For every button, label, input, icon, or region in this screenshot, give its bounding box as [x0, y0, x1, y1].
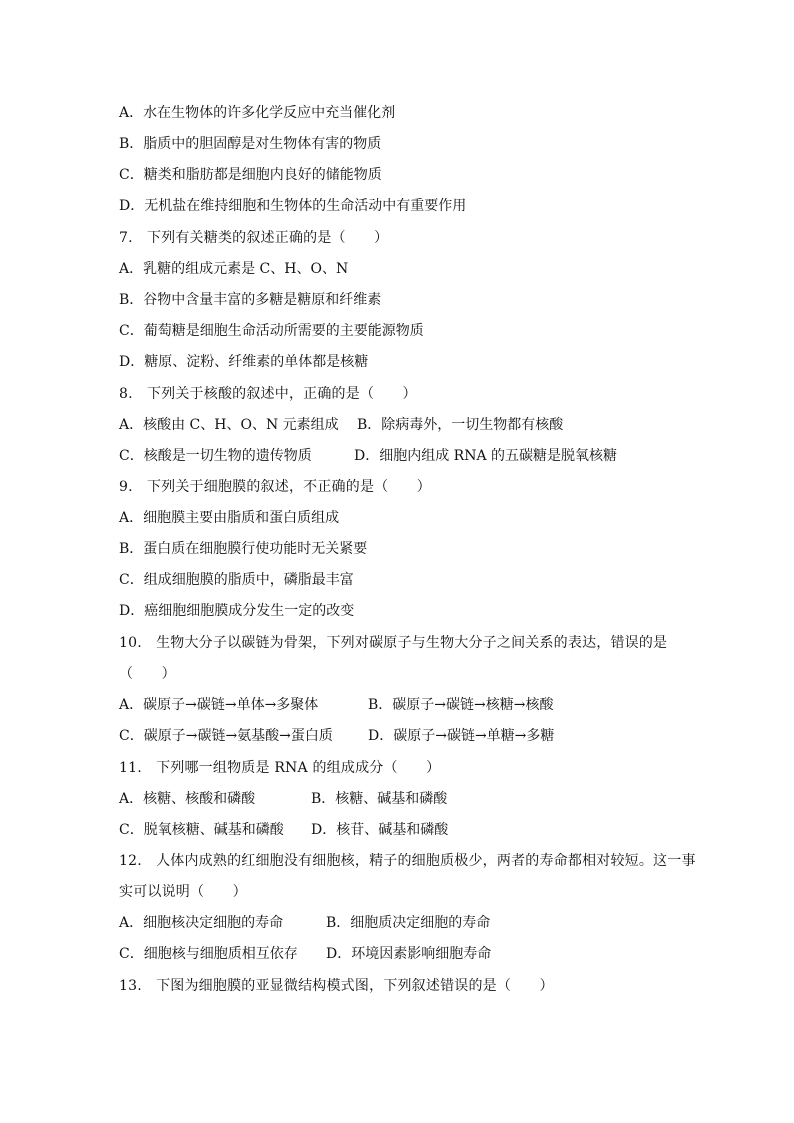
q10-option-d: D．碳原子→碳链→单糖→多糖 [368, 728, 555, 744]
q7-option-b: B．谷物中含量丰富的多糖是糖原和纤维素 [119, 292, 382, 308]
q10-stem: 10. 生物大分子以碳链为骨架，下列对碳原子与生物大分子之间关系的表达，错误的是 [119, 635, 668, 651]
q11-option-b: B．核糖、碱基和磷酸 [311, 791, 448, 807]
q7-option-d: D．糖原、淀粉、纤维素的单体都是核糖 [119, 354, 369, 370]
q11-stem: 11. 下列哪一组物质是 RNA 的组成成分（ ） [119, 760, 441, 776]
q7-stem: 7. 下列有关糖类的叙述正确的是（ ） [119, 230, 389, 246]
q12-option-a: A．细胞核决定细胞的寿命 [119, 915, 284, 931]
q7-option-a: A．乳糖的组成元素是 C、H、O、N [119, 261, 349, 277]
q11-option-d: D．核苷、碱基和磷酸 [311, 822, 449, 838]
q11-option-c: C．脱氧核糖、碱基和磷酸 [119, 822, 284, 838]
q11-option-a: A．核糖、核酸和磷酸 [119, 791, 256, 807]
q6-option-b: B．脂质中的胆固醇是对生物体有害的物质 [119, 136, 382, 152]
q13-stem: 13. 下图为细胞膜的亚显微结构模式图，下列叙述错误的是（ ） [119, 978, 554, 994]
q12-option-b: B．细胞质决定细胞的寿命 [326, 915, 491, 931]
q10-option-a: A．碳原子→碳链→单体→多聚体 [119, 697, 319, 713]
q8-option-d: D．细胞内组成 RNA 的五碳糖是脱氧核糖 [354, 448, 618, 464]
q6-option-d: D．无机盐在维持细胞和生物体的生命活动中有重要作用 [119, 198, 467, 214]
q8-option-b: B．除病毒外，一切生物都有核酸 [357, 417, 564, 433]
q9-option-a: A．细胞膜主要由脂质和蛋白质组成 [119, 510, 340, 526]
q6-option-c: C．糖类和脂肪都是细胞内良好的储能物质 [119, 167, 382, 183]
q12-stem-continued: 实可以说明（ ） [119, 884, 247, 900]
q9-option-b: B．蛋白质在细胞膜行使功能时无关紧要 [119, 541, 368, 557]
q6-option-a: A．水在生物体的许多化学反应中充当催化剂 [119, 105, 396, 121]
q9-stem: 9. 下列关于细胞膜的叙述，不正确的是（ ） [119, 479, 431, 495]
q12-option-d: D．环境因素影响细胞寿命 [326, 946, 492, 962]
q9-option-c: C．组成细胞膜的脂质中，磷脂最丰富 [119, 572, 354, 588]
q12-stem: 12. 人体内成熟的红细胞没有细胞核，精子的细胞质极少，两者的寿命都相对较短。这一事 [119, 853, 696, 869]
q8-option-a: A．核酸由 C、H、O、N 元素组成 [119, 417, 339, 433]
q9-option-d: D．癌细胞细胞膜成分发生一定的改变 [119, 603, 355, 619]
q10-option-b: B．碳原子→碳链→核糖→核酸 [368, 697, 554, 713]
q8-stem: 8. 下列关于核酸的叙述中，正确的是（ ） [119, 386, 417, 402]
q7-option-c: C．葡萄糖是细胞生命活动所需要的主要能源物质 [119, 323, 424, 339]
q8-option-c: C．核酸是一切生物的遗传物质 [119, 448, 312, 464]
q10-stem-continued: （ ） [119, 666, 176, 682]
q12-option-c: C．细胞核与细胞质相互依存 [119, 946, 298, 962]
q10-option-c: C．碳原子→碳链→氨基酸→蛋白质 [119, 728, 333, 744]
